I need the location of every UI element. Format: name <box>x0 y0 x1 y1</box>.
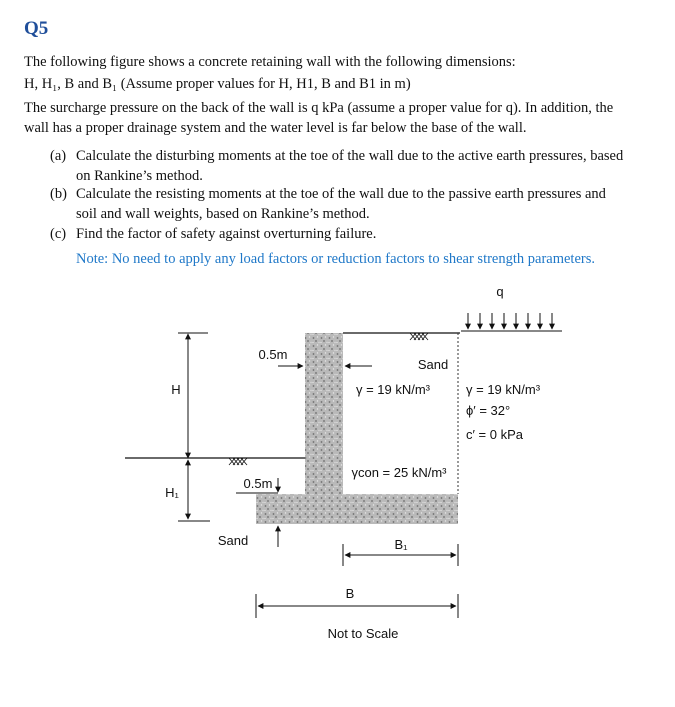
c-prime-property: c′ = 0 kPa <box>466 427 523 442</box>
phi-property: ϕ′ = 32° <box>466 403 511 418</box>
B1-label: B₁ <box>394 537 408 552</box>
item-text-line1: Calculate the disturbing moments at the toe of the wall due to the active earth pressures, based <box>76 148 624 164</box>
H-label: H <box>171 382 181 397</box>
item-label: (b) <box>50 186 67 202</box>
ground-hatch-icon <box>410 333 428 340</box>
stem-thickness-label: 0.5m <box>258 347 288 362</box>
wall-stem <box>305 333 343 495</box>
item-text: Find the factor of safety against overturning failure. <box>76 226 377 242</box>
intro-line-2: H, H₁, B and B₁ (Assume proper values for H, H1, B and B1 in m) <box>24 76 411 92</box>
B-label: B <box>345 586 355 601</box>
gamma-con-label: γcon = 25 kN/m³ <box>351 465 447 480</box>
gamma-property: γ = 19 kN/m³ <box>466 382 541 397</box>
question-title: Q5 <box>24 18 49 39</box>
item-text-line2: on Rankine’s method. <box>76 168 203 184</box>
wall-base <box>256 494 458 524</box>
intro-line-4: wall has a proper drainage system and the water level is far below the base of the wall. <box>24 120 527 136</box>
base-thickness-label: 0.5m <box>243 476 273 491</box>
item-text-line1: Calculate the resisting moments at the toe of the wall due to the passive earth pressures and <box>76 186 606 202</box>
item-label: (a) <box>50 148 67 164</box>
note-text: Note: No need to apply any load factors or reduction factors to shear strength parameters. <box>76 251 595 267</box>
scale-note: Not to Scale <box>327 626 399 641</box>
gamma-backfill-label: γ = 19 kN/m³ <box>355 382 431 397</box>
q-label: q <box>496 284 504 299</box>
H1-label: H₁ <box>165 485 179 500</box>
intro-line-1: The following figure shows a concrete retaining wall with the following dimensions: <box>24 54 516 70</box>
item-text-line2: soil and wall weights, based on Rankine’s method. <box>76 206 370 222</box>
sand-right-label: Sand <box>417 357 449 372</box>
ground-hatch-icon <box>229 458 247 465</box>
sand-left-label: Sand <box>217 533 249 548</box>
intro-line-3: The surcharge pressure on the back of the wall is q kPa (assume a proper value for q). In addition, the <box>24 100 614 116</box>
surcharge-arrows <box>468 313 552 329</box>
item-label: (c) <box>50 226 67 242</box>
